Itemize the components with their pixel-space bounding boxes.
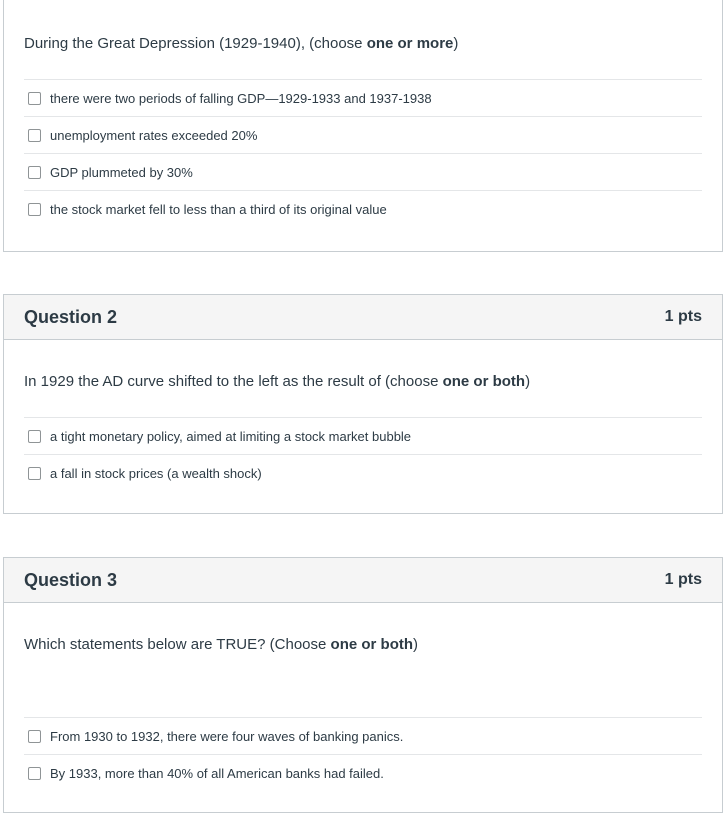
question-3-header: [4, 558, 722, 603]
answer-option[interactable]: [24, 418, 702, 455]
answer-checkbox[interactable]: [28, 767, 41, 780]
question-points: 1 pts: [664, 571, 702, 588]
question-2-header: [4, 295, 722, 340]
question-2-card: [3, 294, 723, 514]
question-2-body: [4, 373, 722, 492]
answer-label[interactable]: From 1930 to 1932, there were four waves of banking panics.: [50, 728, 404, 744]
question-title: Question 2: [24, 306, 118, 327]
answer-checkbox[interactable]: [28, 92, 41, 105]
answer-label[interactable]: GDP plummeted by 30%: [50, 164, 193, 180]
question-1-card: [3, 0, 723, 252]
answer-checkbox[interactable]: [28, 467, 41, 480]
answer-label[interactable]: By 1933, more than 40% of all American banks had failed.: [50, 766, 384, 781]
answer-checkbox[interactable]: [28, 166, 41, 179]
answer-label[interactable]: unemployment rates exceeded 20%: [50, 127, 258, 143]
question-3-body: [4, 636, 722, 792]
question-title: Question 3: [24, 569, 118, 590]
question-3-answers: [24, 717, 702, 792]
question-2-text: In 1929 the AD curve shifted to the left as the result of (choose one or both): [24, 373, 531, 390]
question-3-text: Which statements below are TRUE? (Choose one or both): [24, 636, 419, 653]
answer-label[interactable]: the stock market fell to less than a third of its original value: [50, 202, 387, 217]
answer-checkbox[interactable]: [28, 129, 41, 142]
answer-label[interactable]: a tight monetary policy, aimed at limiting a stock market bubble: [50, 428, 412, 444]
question-1-body: [4, 35, 722, 228]
answer-checkbox[interactable]: [28, 430, 41, 443]
question-2-answers: [24, 417, 702, 492]
answer-option[interactable]: [24, 455, 702, 492]
question-1-answers: [24, 79, 702, 228]
question-3-card: [3, 557, 723, 813]
answer-option[interactable]: [24, 755, 702, 792]
answer-option[interactable]: [24, 80, 702, 117]
answer-checkbox[interactable]: [28, 730, 41, 743]
question-points: 1 pts: [664, 308, 702, 325]
answer-label[interactable]: a fall in stock prices (a wealth shock): [50, 466, 262, 481]
answer-label[interactable]: there were two periods of falling GDP—1929-1933 and 1937-1938: [50, 90, 432, 106]
answer-option[interactable]: [24, 191, 702, 228]
answer-option[interactable]: [24, 117, 702, 154]
answer-option[interactable]: [24, 154, 702, 191]
answer-checkbox[interactable]: [28, 203, 41, 216]
question-1-text: During the Great Depression (1929-1940), (choose one or more): [24, 35, 459, 52]
answer-option[interactable]: [24, 718, 702, 755]
